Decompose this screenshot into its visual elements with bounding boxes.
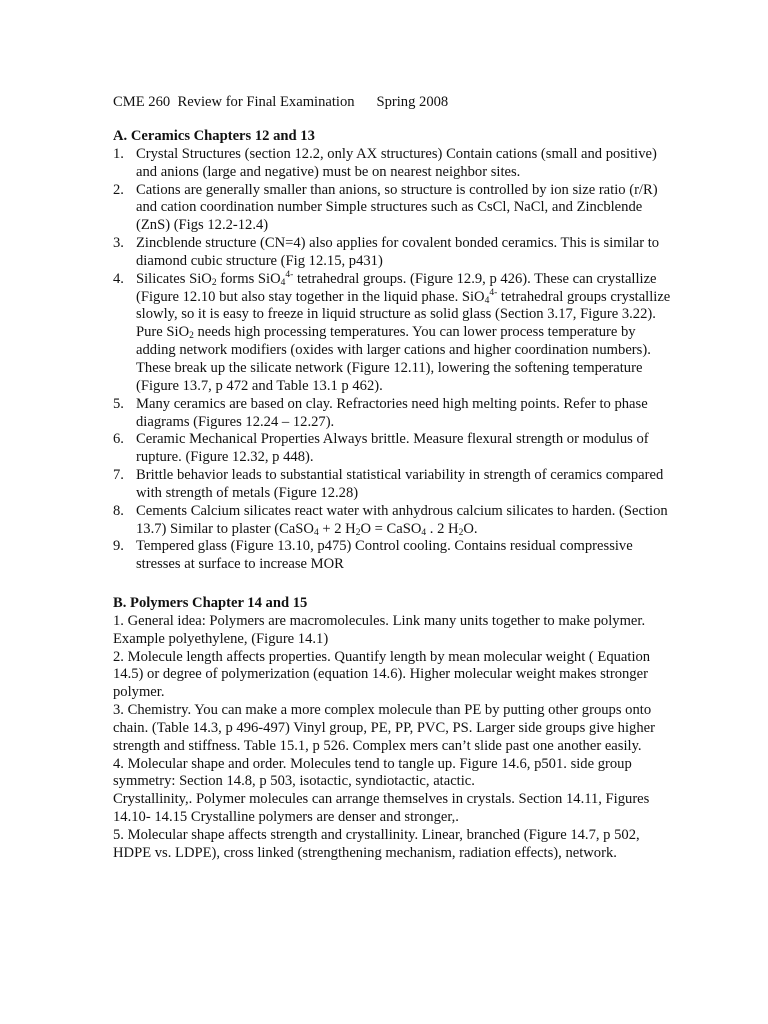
list-item: 7. Brittle behavior leads to substantial statistical variability in strength of ceramics compared with strength of metals (Figure 12.28) — [113, 467, 664, 501]
list-item: 2. Cations are generally smaller than anions, so structure is controlled by ion size ratio (r/R) and cation coordination number Simple structures such as CsCl, NaCl, and Zincblende (ZnS) (Figs 12.2-12.4) — [113, 181, 658, 234]
list-item: 4. Silicates SiO$_2$ forms SiO$_4^{4-}$ tetrahedral groups. (Figure 12.9, p 426). These can crystallize (Figure 12.10 but also stay together in the liquid phase. SiO$_4^{4-}$ tetrahedral groups crystallize slowly, so it is easy to freeze in liquid structure as solid glass (Section 3.17, Figure 3.22). Pure SiO$_2$ needs high processing temperatures. You can lower process temperature by adding network modifiers (oxides with larger cations and higher coordination numbers). These break up the silicate network (Figure 12.11), lowering the softening temperature (Figure 13.7, p 472 and Table 13.1 p 462). — [113, 269, 671, 394]
list-item: 9. Tempered glass (Figure 13.10, p475) Control cooling. Contains residual compressive stresses at surface to increase MOR — [113, 538, 633, 573]
list-item: 3. Zincblende structure (CN=4) also applies for covalent bonded ceramics. This is similar to diamond cubic structure (Fig 12.15, p431) — [113, 235, 660, 269]
list-item: 6. Ceramic Mechanical Properties Always brittle. Measure flexural strength or modulus of rupture. (Figure 12.32, p 448). — [113, 431, 649, 466]
paragraph: Crystallinity,. Polymer molecules can arrange themselves in crystals. Section 14.11, Figures 14.10- 14.15 Crystalline polymers are denser and stronger,. — [113, 791, 650, 826]
list-item: 8. Cements Calcium silicates react water with anhydrous calcium silicates to harden. (Section 13.7) Similar to plaster (CaSO$_4$ + 2 $H_2O$ = CaSO$_4$ . 2 $H_2O$. — [113, 502, 668, 538]
section-heading-polymers: B. Polymers Chapter 14 and 15 — [113, 595, 308, 611]
paragraph: 2. Molecule length affects properties. Quantify length by mean molecular weight ( Equation 14.5) or degree of polymerization (equation 14.6). Higher molecular weight makes stronger polymer. — [113, 648, 651, 701]
document-header — [113, 94, 448, 112]
section-heading-ceramics: A. Ceramics Chapters 12 and 13 — [113, 128, 315, 144]
paragraph: 1. General idea: Polymers are macromolecules. Link many units together to make polymer. Example polyethylene, (Figure 14.1) — [113, 612, 646, 647]
list-item: 1. Crystal Structures (section 12.2, only AX structures) Contain cations (small and positive) and anions (large and negative) must be on nearest neighbor sites. — [113, 145, 657, 180]
paragraph: 5. Molecular shape affects strength and crystallinity. Linear, branched (Figure 14.7, p 502, HDPE vs. LDPE), cross linked (strengthening mechanism, radiation effects), network. — [113, 826, 640, 861]
paragraph: 4. Molecular shape and order. Molecules tend to tangle up. Figure 14.6, p501. side group symmetry: Section 14.8, p 503, isotactic, syndiotactic, atactic. — [113, 755, 632, 790]
term-label: Spring 2008 — [376, 94, 449, 110]
list-item: 5. Many ceramics are based on clay. Refractories need high melting points. Refer to phase diagrams (Figures 12.24 – 12.27). — [113, 395, 648, 430]
section-ceramics — [113, 128, 673, 574]
section-polymers — [113, 595, 673, 863]
course-title: CME 260 Review for Final Examination — [113, 94, 355, 110]
paragraph: 3. Chemistry. You can make a more complex molecule than PE by putting other groups onto chain. (Table 14.3, p 496-497) Vinyl group, PE, PP, PVC, PS. Larger side groups give higher strength and stiffness. Table 15.1, p 526. Complex mers can’t slide past one another easily. — [113, 702, 655, 754]
ceramics-list — [113, 146, 673, 574]
